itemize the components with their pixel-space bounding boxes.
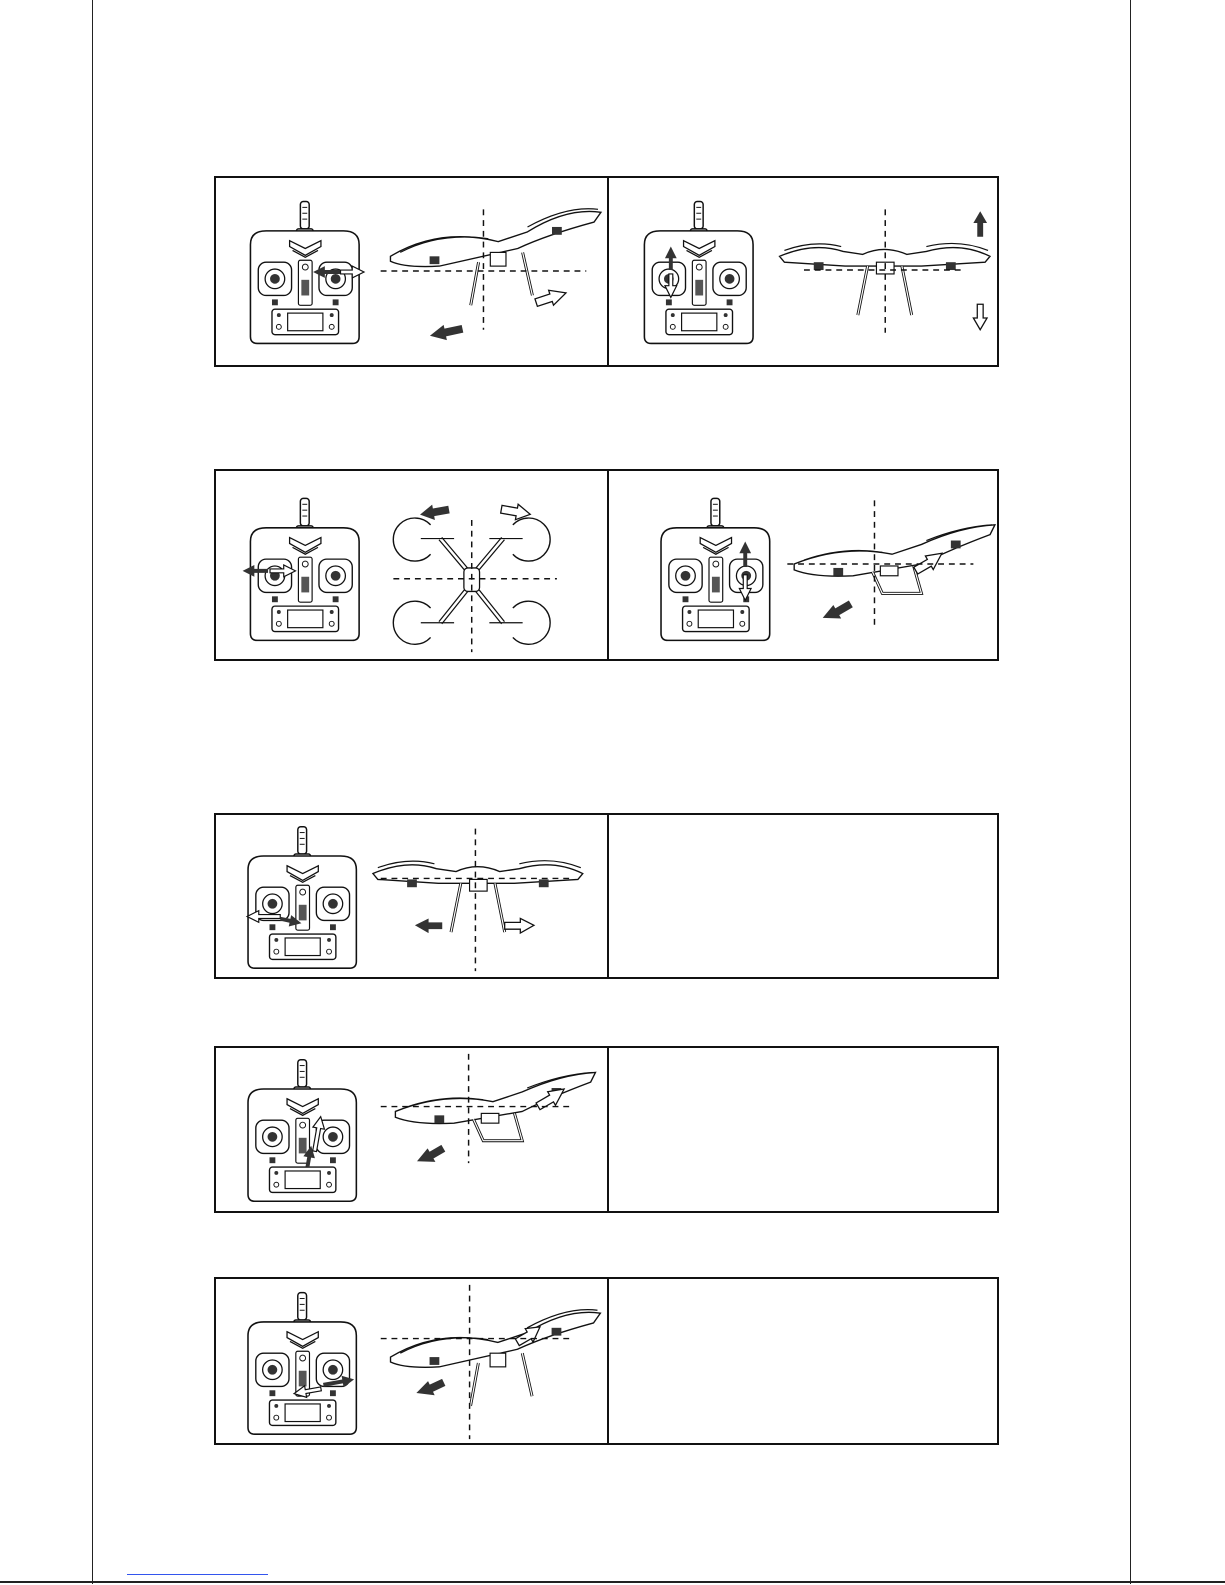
pitch-forward-back-illustration	[609, 471, 997, 659]
transmitter-icon	[661, 498, 770, 640]
panel-roll-trim-illustration-cell	[216, 1279, 609, 1443]
dark-arrow-icon	[414, 1375, 447, 1402]
roll-trim-illustration	[216, 1279, 607, 1443]
dark-arrow-icon	[820, 597, 855, 626]
transmitter-icon	[644, 201, 753, 343]
panel-yaw-rotate	[216, 471, 609, 659]
quadcopter-icon	[393, 518, 550, 644]
pitch-trim-illustration	[216, 1048, 607, 1211]
throttle-illustration	[609, 178, 997, 365]
panel-roll-throttle	[214, 176, 999, 367]
outline-arrow-icon	[534, 285, 569, 310]
transmitter-icon	[248, 1060, 356, 1202]
panel-pitch-forward-back	[609, 471, 997, 659]
panel-roll-trim-text-cell	[609, 1279, 997, 1443]
panel-roll-trim	[214, 1277, 999, 1445]
panel-yaw-trim-text-cell	[609, 815, 997, 977]
panel-pitch-trim	[214, 1046, 999, 1213]
quadcopter-icon	[794, 525, 995, 594]
panel-pitch-trim-illustration-cell	[216, 1048, 609, 1211]
outline-arrow-icon	[505, 918, 534, 933]
footer-link-underline[interactable]	[127, 1574, 268, 1575]
panel-yaw-pitch	[214, 469, 999, 661]
transmitter-icon	[248, 827, 356, 969]
panel-throttle	[609, 178, 997, 365]
dark-arrow-icon	[428, 321, 464, 343]
yaw-trim-illustration	[216, 815, 607, 977]
quadcopter-icon	[390, 209, 600, 306]
dark-arrow-icon	[415, 918, 442, 933]
outline-arrow-icon	[500, 502, 532, 523]
dark-arrow-icon	[973, 211, 987, 236]
roll-sideways-illustration	[216, 178, 607, 365]
panel-yaw-trim	[214, 813, 999, 979]
outline-arrow-icon	[973, 304, 987, 329]
panel-pitch-trim-text-cell	[609, 1048, 997, 1211]
page-bottom-border	[0, 1581, 1225, 1583]
transmitter-icon	[248, 1293, 356, 1435]
quadcopter-icon	[373, 861, 583, 932]
panel-yaw-trim-illustration-cell	[216, 815, 609, 977]
dark-arrow-icon	[414, 1142, 447, 1170]
yaw-rotate-illustration	[216, 471, 607, 659]
panel-roll-sideways	[216, 178, 609, 365]
